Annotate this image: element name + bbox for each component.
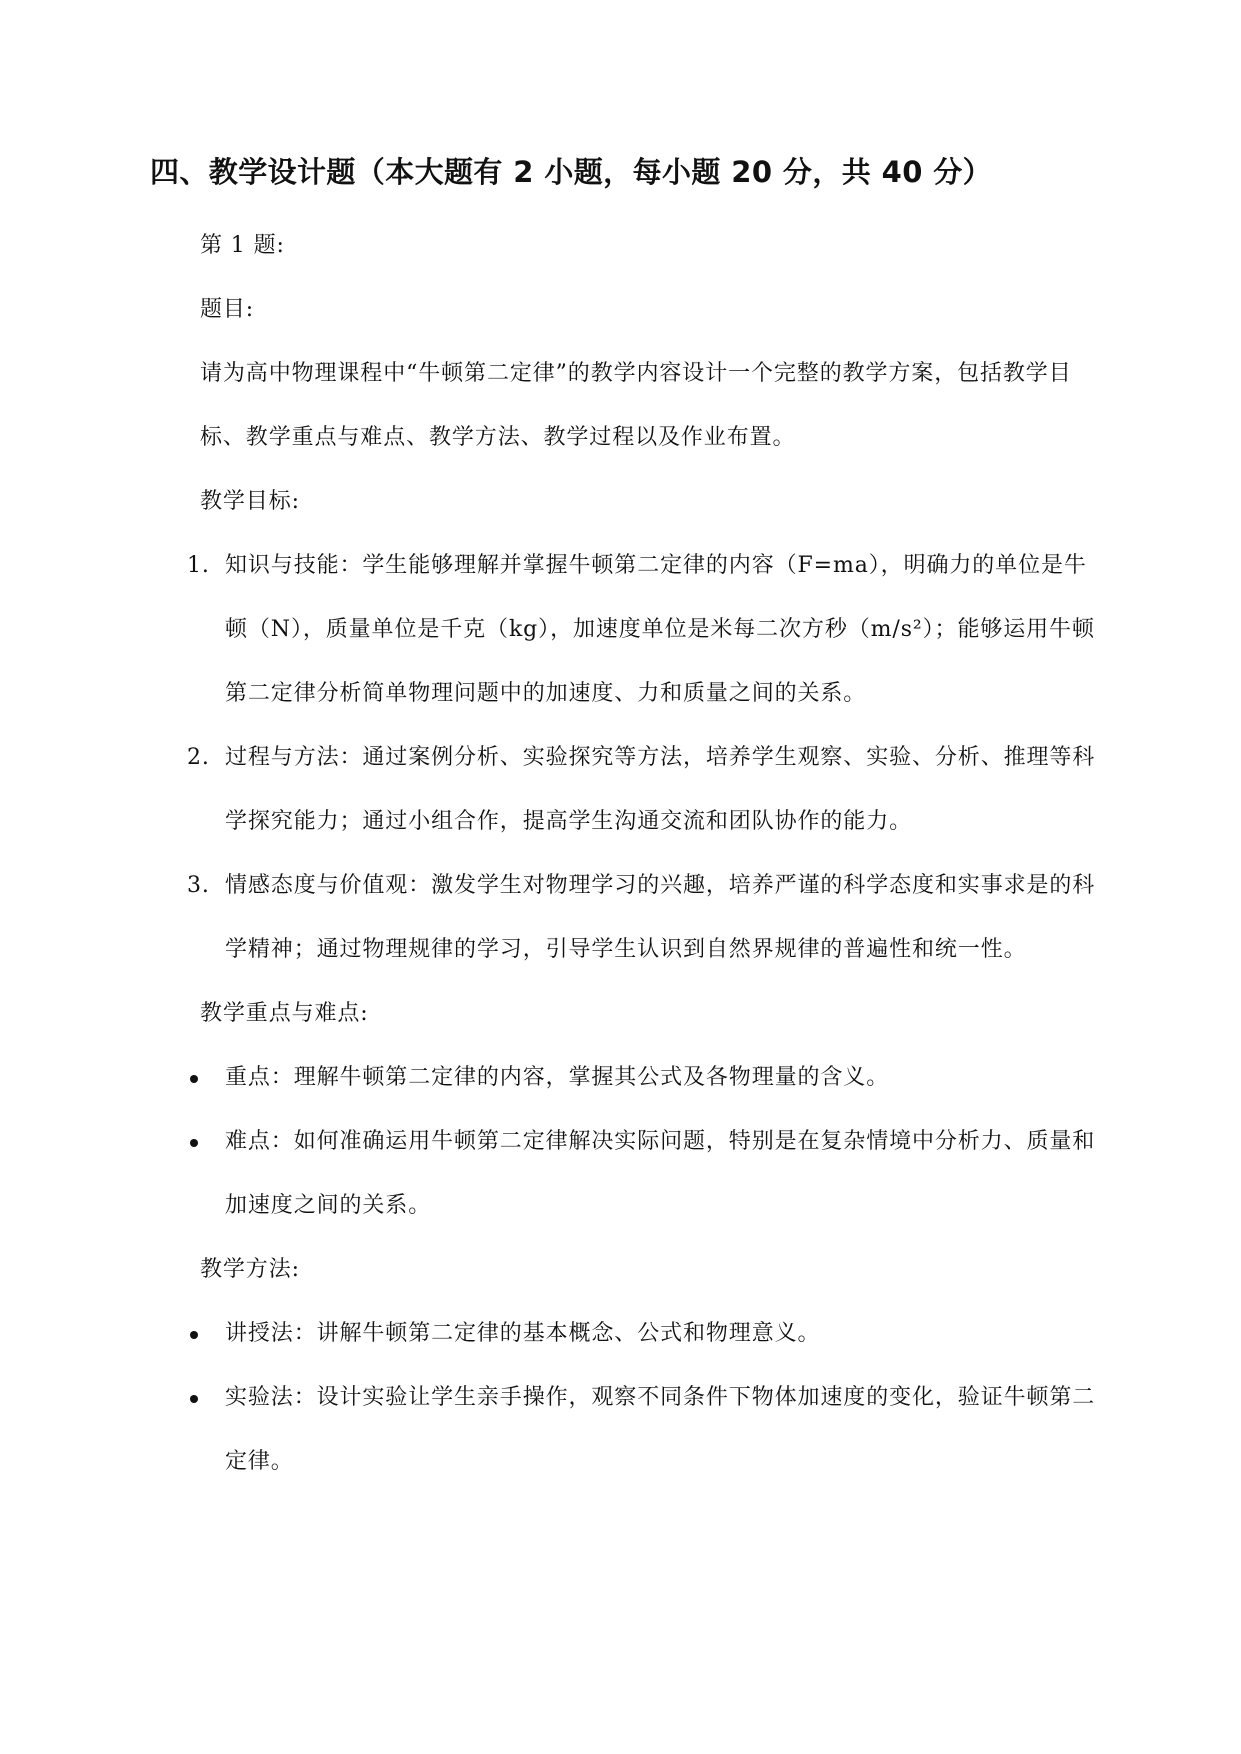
objective-text: 过程与方法：通过案例分析、实验探究等方法，培养学生观察、实验、分析、推理等科学探究能力；通过小组合作，提高学生沟通交流和团队协作的能力。 bbox=[225, 745, 1096, 834]
method-item bbox=[0, 1302, 1241, 1366]
bullet-icon bbox=[190, 1331, 198, 1339]
bullet-icon bbox=[190, 1139, 198, 1147]
key-point-text: 难点：如何准确运用牛顿第二定律解决实际问题，特别是在复杂情境中分析力、质量和加速度之间的关系。 bbox=[225, 1129, 1096, 1218]
method-text: 讲授法：讲解牛顿第二定律的基本概念、公式和物理意义。 bbox=[225, 1321, 821, 1346]
methods-list bbox=[0, 1302, 1241, 1494]
document-body bbox=[0, 214, 1241, 1494]
key-points-list bbox=[0, 1046, 1241, 1238]
question-number: 第 1 题: bbox=[200, 233, 285, 258]
key-point-text: 重点：理解牛顿第二定律的内容，掌握其公式及各物理量的含义。 bbox=[225, 1065, 890, 1090]
method-text: 实验法：设计实验让学生亲手操作，观察不同条件下物体加速度的变化，验证牛顿第二定律。 bbox=[225, 1385, 1096, 1474]
bullet-icon bbox=[190, 1075, 198, 1083]
objectives-title: 教学目标: bbox=[200, 489, 300, 514]
objective-number: 1. bbox=[187, 553, 210, 578]
section-heading: 四、教学设计题（本大题有 2 小题，每小题 20 分，共 40 分） bbox=[150, 155, 993, 189]
objective-number: 2. bbox=[187, 745, 210, 770]
bullet-icon bbox=[190, 1395, 198, 1403]
key-point-item bbox=[0, 1046, 1241, 1110]
objective-item bbox=[0, 854, 1241, 982]
key-points-title: 教学重点与难点: bbox=[200, 1001, 369, 1026]
method-item bbox=[0, 1366, 1241, 1494]
objective-item bbox=[0, 726, 1241, 854]
objectives-list bbox=[0, 534, 1241, 982]
objective-item bbox=[0, 534, 1241, 726]
question-prompt-label: 题目: bbox=[200, 297, 255, 322]
objective-text: 知识与技能：学生能够理解并掌握牛顿第二定律的内容（F=ma），明确力的单位是牛顿（N），质量单位是千克（kg），加速度单位是米每二次方秒（m/s²）；能够运用牛顿第二定律分析简单物理问题中的加速度、力和质量之间的关系。 bbox=[225, 553, 1095, 706]
objective-text: 情感态度与价值观：激发学生对物理学习的兴趣，培养严谨的科学态度和实事求是的科学精神；通过物理规律的学习，引导学生认识到自然界规律的普遍性和统一性。 bbox=[225, 873, 1096, 962]
question-prompt-text: 请为高中物理课程中“牛顿第二定律”的教学内容设计一个完整的教学方案，包括教学目标、教学重点与难点、教学方法、教学过程以及作业布置。 bbox=[200, 361, 1072, 450]
key-point-item bbox=[0, 1110, 1241, 1238]
objective-number: 3. bbox=[187, 873, 210, 898]
methods-title: 教学方法: bbox=[200, 1257, 300, 1282]
